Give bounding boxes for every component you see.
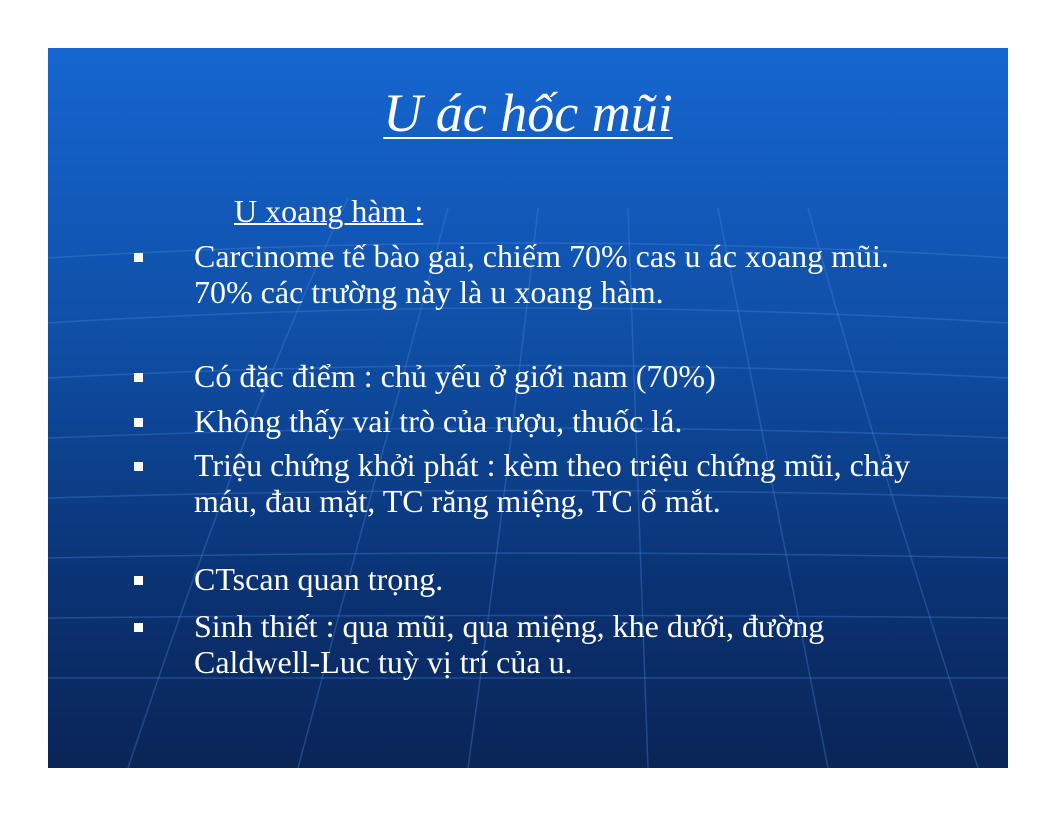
section-subtitle: U xoang hàm : <box>234 193 424 229</box>
square-bullet-icon <box>134 418 143 427</box>
bullet-list <box>48 48 1008 768</box>
slide <box>48 48 1008 768</box>
list-item: Không thấy vai trò của rượu, thuốc lá. <box>194 403 683 439</box>
list-item: Có đặc điểm : chủ yếu ở giới nam (70%) <box>194 358 716 394</box>
list-item: Sinh thiết : qua mũi, qua miệng, khe dưới, đường Caldwell-Luc tuỳ vị trí của u. <box>194 608 825 680</box>
list-item: CTscan quan trọng. <box>194 561 444 597</box>
slide-title-text: U ác hốc mũi <box>383 83 673 143</box>
square-bullet-icon <box>134 373 143 382</box>
square-bullet-icon <box>134 462 143 471</box>
square-bullet-icon <box>134 576 143 585</box>
list-item: Triệu chứng khởi phát : kèm theo triệu chứng mũi, chảy máu, đau mặt, TC răng miệng, TC ổ mắt. <box>194 447 911 519</box>
square-bullet-icon <box>134 623 143 632</box>
list-item: Carcinome tế bào gai, chiếm 70% cas u ác xoang mũi. 70% các trường này là u xoang hàm. <box>194 238 889 310</box>
square-bullet-icon <box>134 253 143 262</box>
